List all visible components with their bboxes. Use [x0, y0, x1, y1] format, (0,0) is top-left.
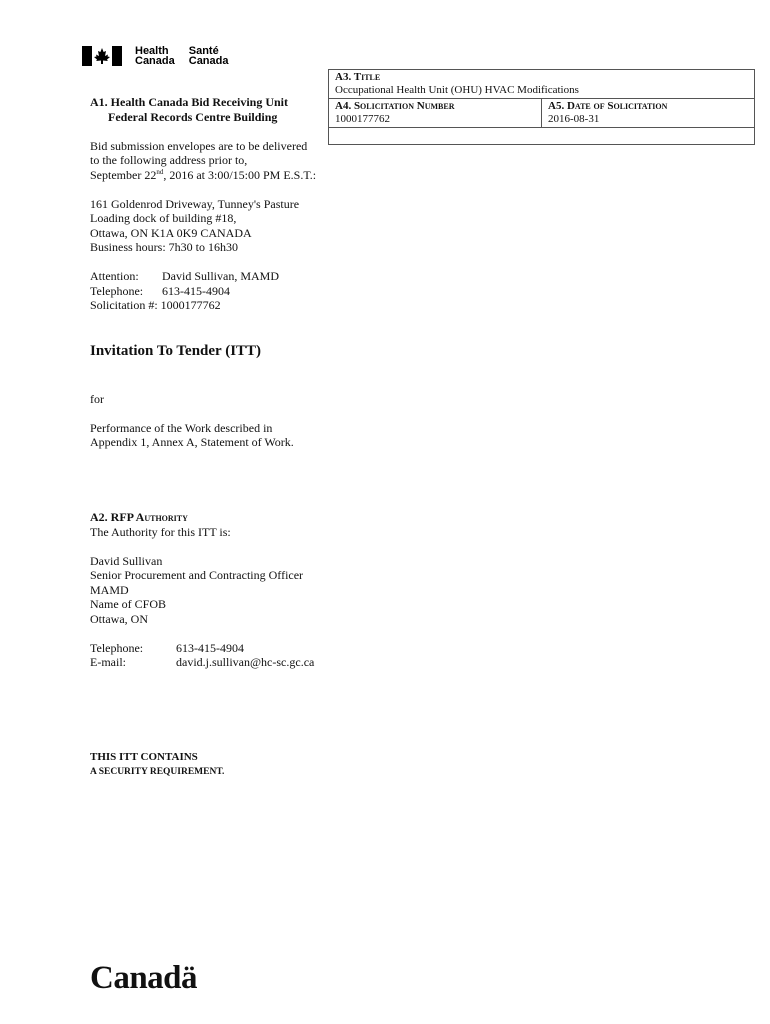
authority-email-label: E-mail:: [90, 655, 126, 669]
attention-label: Attention:: [90, 269, 139, 283]
a5-date-value: 2016-08-31: [548, 113, 600, 125]
authority-telephone-label: Telephone:: [90, 641, 144, 655]
authority-intro: The Authority for this ITT is:: [90, 525, 231, 539]
itt-for: for: [90, 392, 104, 406]
authority-name: David Sullivan: [90, 554, 163, 568]
a3-title-label: A3. Title: [335, 71, 381, 83]
work-description-2: Appendix 1, Annex A, Statement of Work.: [90, 435, 294, 449]
canada-wordmark: Canadä: [90, 960, 198, 996]
authority-office: Name of CFOB: [90, 597, 166, 611]
authority-city: Ottawa, ON: [90, 612, 148, 626]
health-canada-logo: [82, 46, 229, 66]
deadline-time: , 2016 at 3:00/15:00 PM E.S.T.:: [163, 168, 317, 182]
itt-title: Invitation To Tender (ITT): [90, 343, 262, 359]
security-notice-line2: A SECURITY REQUIREMENT.: [90, 767, 225, 777]
address-line-2: Loading dock of building #18,: [90, 211, 237, 225]
receiving-telephone-label: Telephone:: [90, 284, 144, 298]
security-notice-line1: THIS ITT CONTAINS: [90, 751, 198, 763]
address-line-1: 161 Goldenrod Driveway, Tunney's Pasture: [90, 197, 300, 211]
a1-heading-line2: Federal Records Centre Building: [108, 110, 278, 124]
a5-date-label: A5. Date of Solicitation: [548, 100, 668, 112]
delivery-instruction-2: to the following address prior to,: [90, 153, 248, 167]
a3-title-value: Occupational Health Unit (OHU) HVAC Modifications: [335, 84, 579, 96]
logo-text-canada-fr: Canada: [188, 55, 229, 67]
a4-solicitation-number-label: A4. Solicitation Number: [335, 100, 455, 112]
authority-telephone-value: 613-415-4904: [176, 641, 244, 655]
dept-name-en: [135, 46, 175, 66]
canada-flag-icon: [82, 46, 122, 66]
authority-branch: MAMD: [90, 583, 129, 597]
address-line-3: Ottawa, ON K1A 0K9 CANADA: [90, 226, 252, 240]
delivery-instruction-1: Bid submission envelopes are to be delivered: [90, 139, 308, 153]
authority-position: Senior Procurement and Contracting Officer: [90, 568, 304, 582]
title-row: [329, 70, 754, 99]
authority-email-link[interactable]: david.j.sullivan@hc-sc.gc.ca: [176, 655, 315, 669]
logo-text-canada: Canada: [135, 55, 175, 67]
dept-name-fr: [189, 46, 229, 66]
deadline-date: September 22: [90, 168, 157, 182]
a2-authority-heading: A2. RFP Authority: [90, 510, 188, 524]
a4-solicitation-number-value: 1000177762: [335, 113, 390, 125]
business-hours: Business hours: 7h30 to 16h30: [90, 240, 239, 254]
logo-text-sante: Santé: [188, 45, 219, 57]
attention-value: David Sullivan, MAMD: [162, 269, 279, 283]
deadline-date-suffix: nd: [156, 168, 164, 176]
solicitation-number-line: Solicitation #: 1000177762: [90, 298, 221, 312]
receiving-telephone-value: 613-415-4904: [162, 284, 230, 298]
work-description-1: Performance of the Work described in: [90, 421, 273, 435]
empty-row: [329, 128, 754, 144]
a1-heading-line1: A1. Health Canada Bid Receiving Unit: [90, 95, 289, 109]
logo-text-health: Health: [135, 45, 169, 57]
solicitation-info-table: [328, 69, 755, 145]
delivery-deadline: [90, 168, 316, 183]
number-date-row: [329, 99, 754, 128]
